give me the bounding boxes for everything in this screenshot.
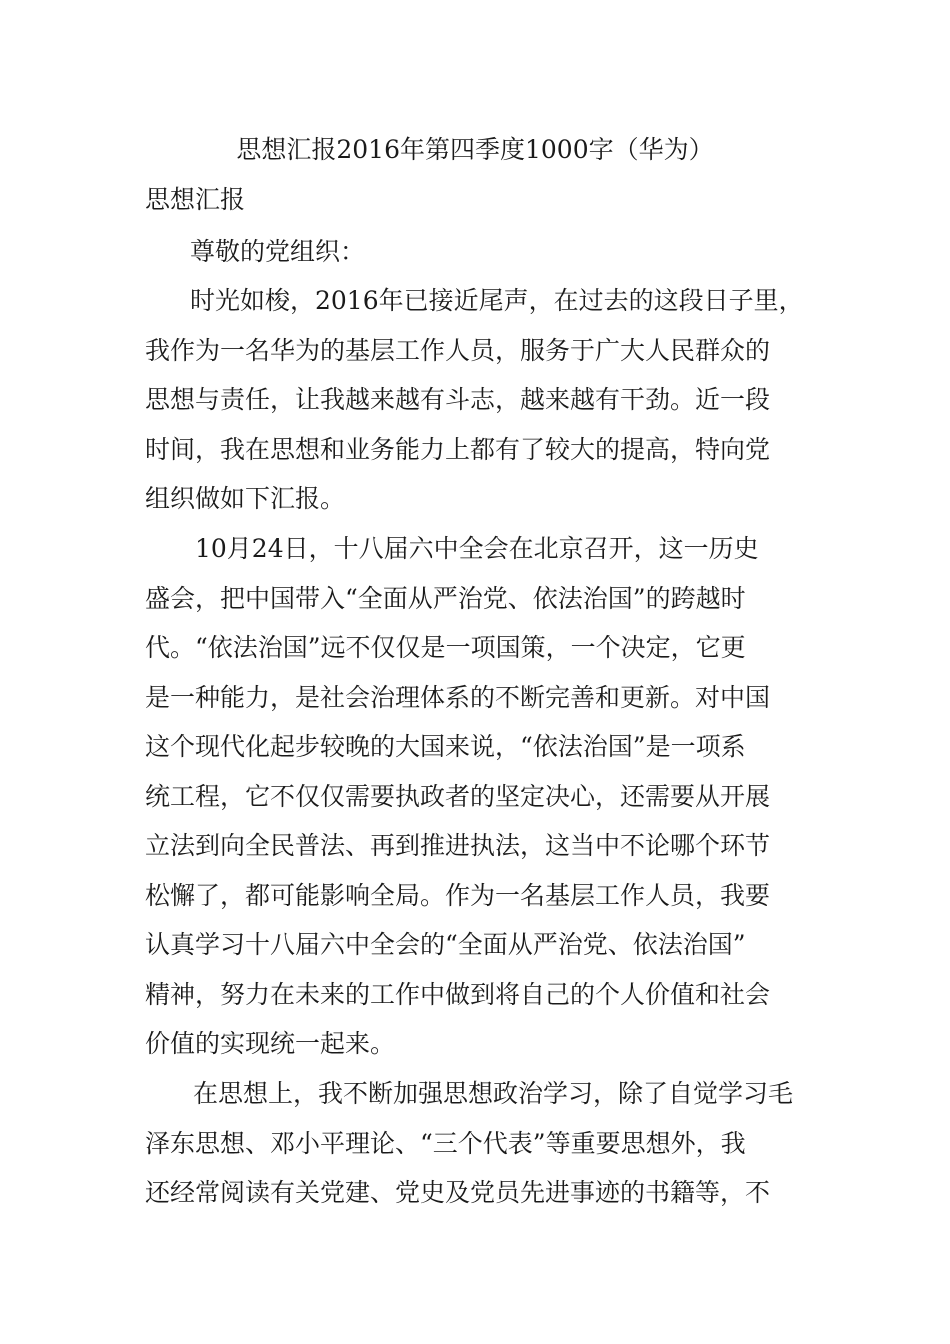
paragraph-line: 认真学习十八届六中全会的“全面从严治党、依法治国”	[145, 930, 746, 959]
paragraph-line: 组织做如下汇报。	[145, 484, 346, 513]
paragraph-line: 立法到向全民普法、再到推进执法，这当中不论哪个环节	[145, 831, 771, 860]
paragraph-line: 在思想上，我不断加强思想政治学习，除了自觉学习毛	[193, 1079, 794, 1108]
paragraph-line: 这个现代化起步较晚的大国来说，“依法治国”是一项系	[145, 732, 746, 761]
paragraph-2	[145, 524, 815, 1069]
document-title: 思想汇报2016年第四季度1000字（华为）	[236, 135, 714, 164]
paragraph-line: 时间，我在思想和业务能力上都有了较大的提高，特向党	[145, 434, 771, 464]
paragraph-line: 价值的实现统一起来。	[145, 1029, 396, 1058]
paragraph-line: 松懈了，都可能影响全局。作为一名基层工作人员，我要	[145, 880, 771, 910]
paragraph-line: 盛会，把中国带入“全面从严治党、依法治国”的跨越时	[145, 583, 746, 613]
paragraph-line: 精神，努力在未来的工作中做到将自己的个人价值和社会	[145, 979, 771, 1009]
paragraph-3	[145, 1069, 815, 1218]
paragraph-1	[145, 276, 815, 524]
salutation: 尊敬的党组织：	[190, 237, 366, 266]
paragraph-line: 思想与责任，让我越来越有斗志，越来越有干劲。近一段	[145, 385, 771, 414]
paragraph-line: 统工程，它不仅仅需要执政者的坚定决心，还需要从开展	[145, 781, 771, 811]
paragraph-line: 还经常阅读有关党建、党史及党员先进事迹的书籍等，不	[145, 1178, 771, 1207]
paragraph-line: 泽东思想、邓小平理论、“三个代表”等重要思想外，我	[145, 1128, 746, 1158]
paragraph-line: 代。“依法治国”远不仅仅是一项国策，一个决定，它更	[145, 633, 746, 662]
paragraph-line: 我作为一名华为的基层工作人员，服务于广大人民群众的	[145, 335, 771, 365]
paragraph-line: 10月24日，十八届六中全会在北京召开，这一历史	[195, 534, 759, 563]
paragraph-line: 是一种能力，是社会治理体系的不断完善和更新。对中国	[145, 682, 771, 712]
document-subtitle: 思想汇报	[145, 185, 246, 214]
paragraph-line: 时光如梭，2016年已接近尾声，在过去的这段日子里，	[190, 286, 804, 315]
